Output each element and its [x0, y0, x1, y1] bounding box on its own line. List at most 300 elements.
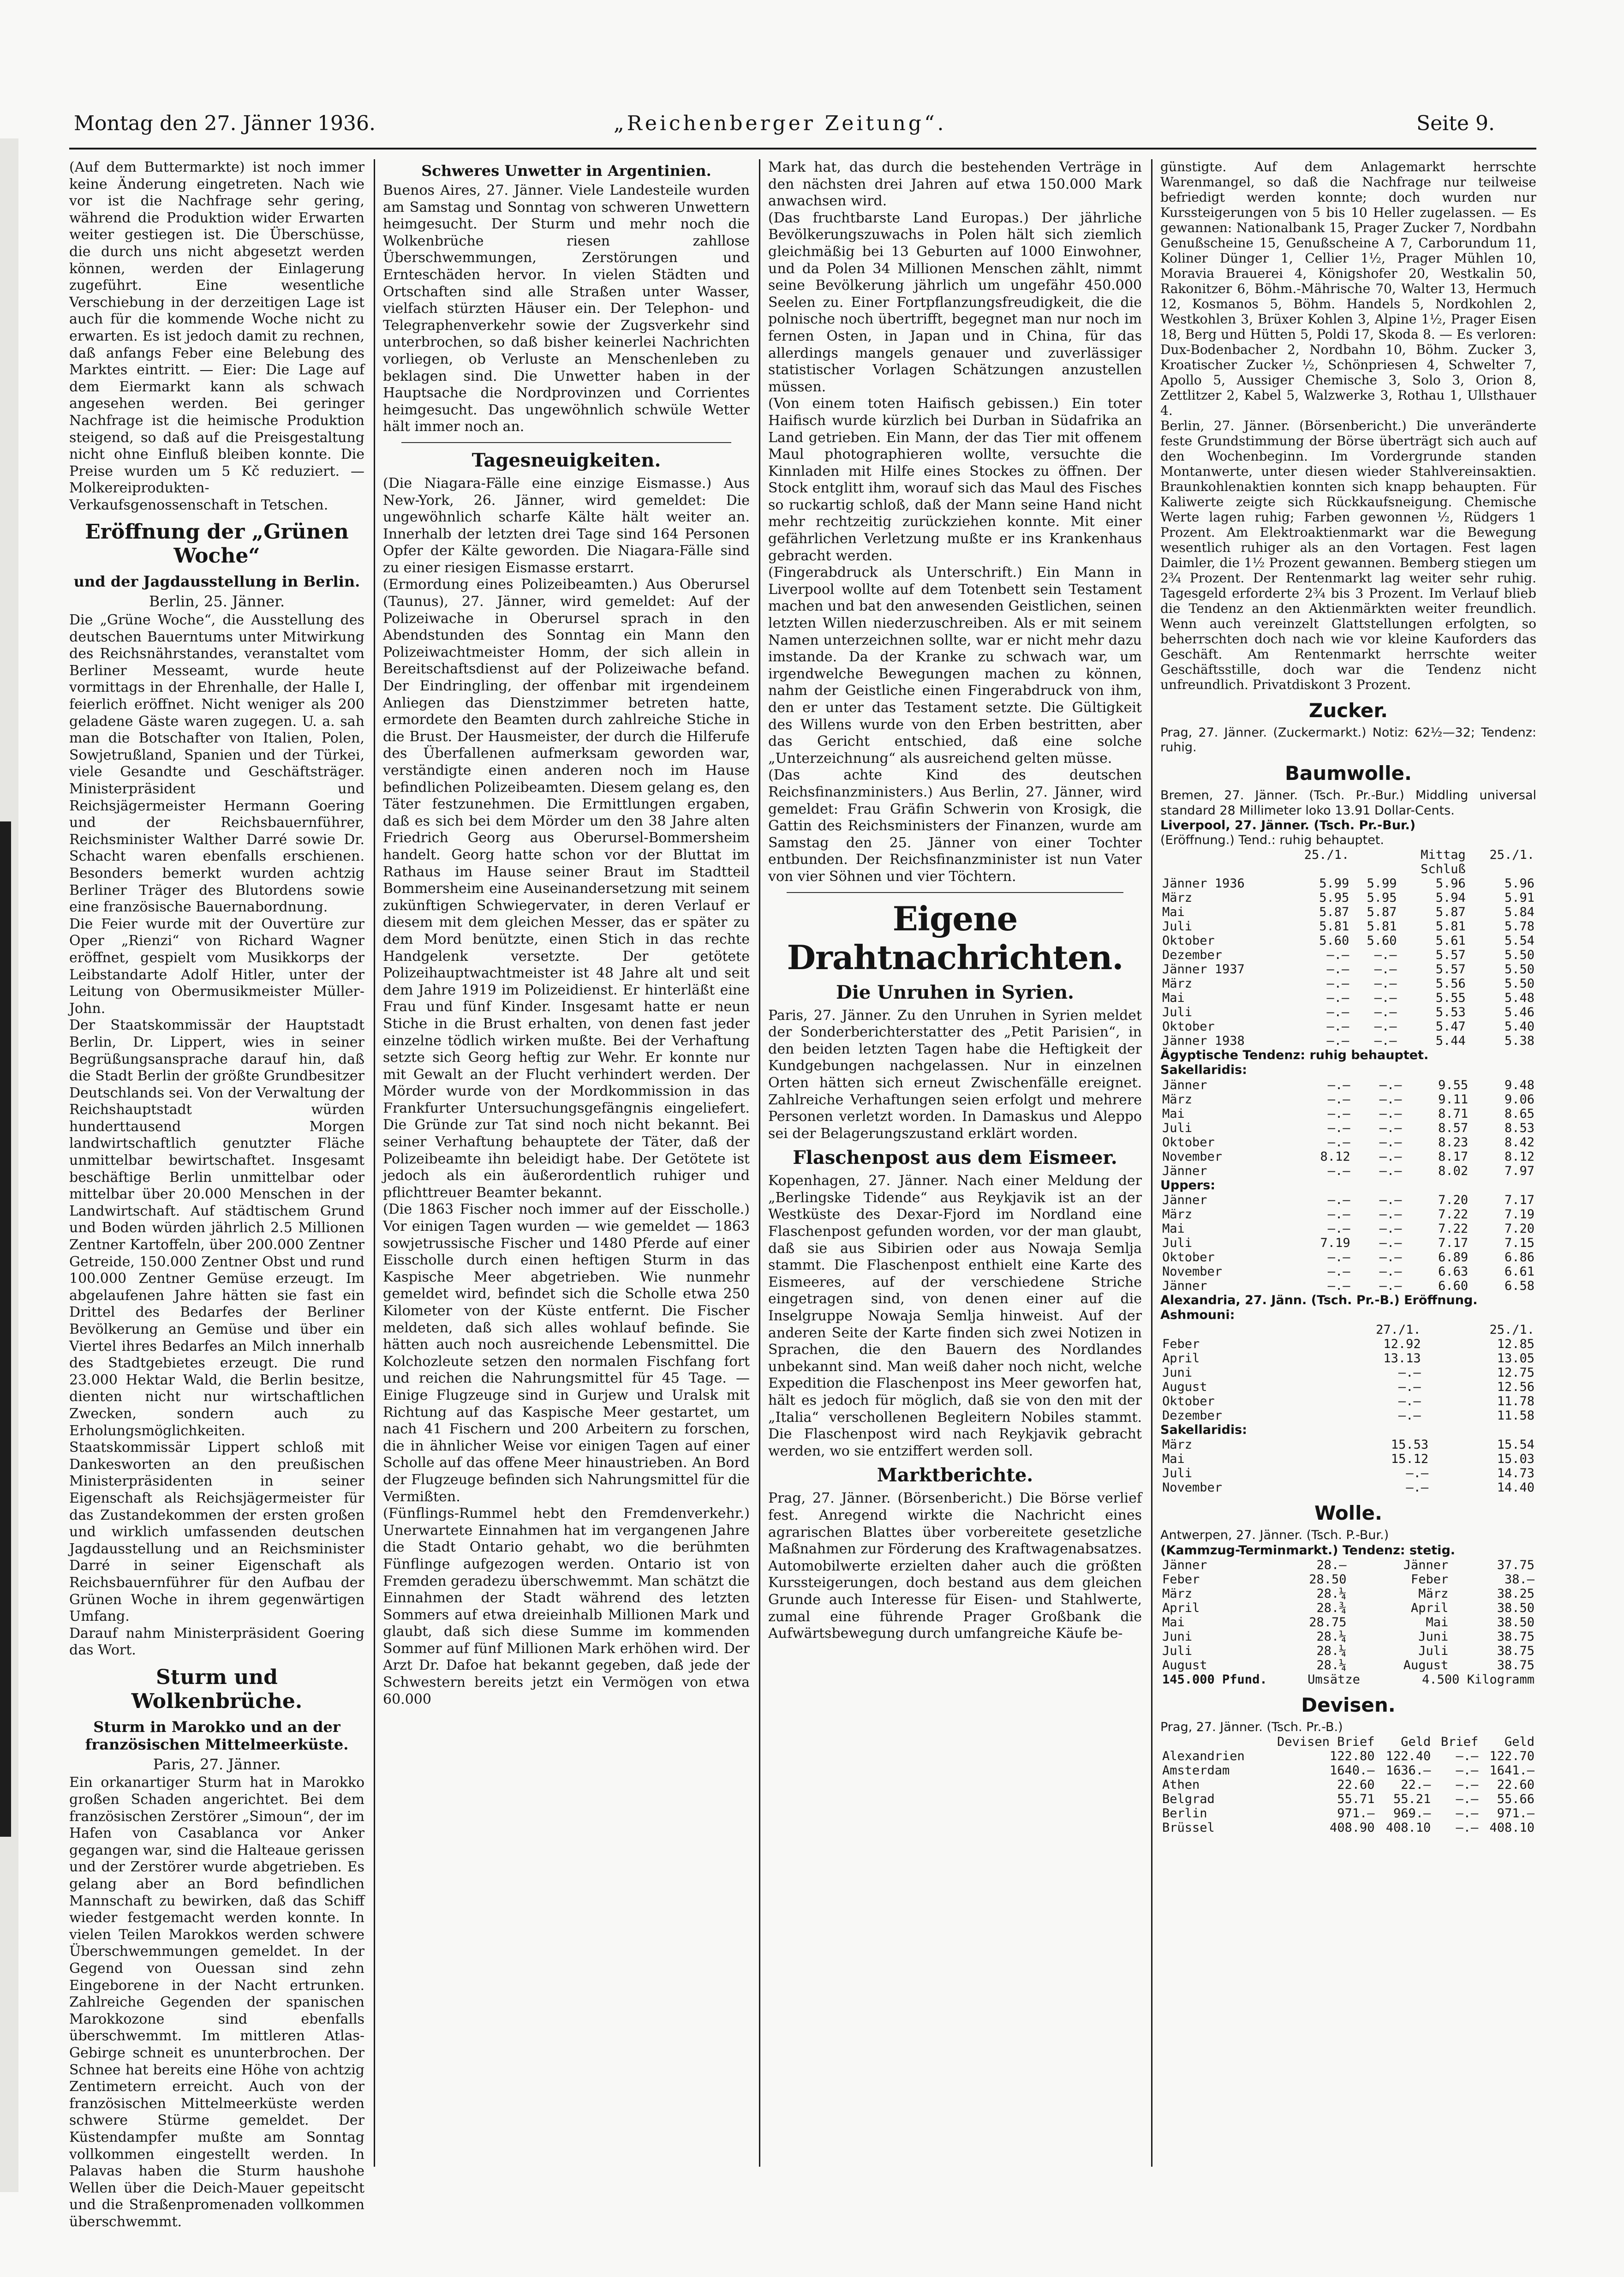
table-cell: 5.46	[1504, 1005, 1534, 1020]
table-cell: 5.40	[1504, 1019, 1534, 1034]
wolle-table	[1160, 1558, 1536, 1672]
table-cell: 38.50	[1497, 1600, 1534, 1615]
headline-sturm: Sturm und Wolkenbrüche.	[131, 1665, 303, 1713]
table-cell: —.—	[1327, 1135, 1350, 1150]
table-cell: 8.65	[1504, 1106, 1534, 1121]
table-cell: 6.60	[1438, 1278, 1469, 1293]
table-row	[1160, 1658, 1536, 1672]
headline-baumwolle: Baumwolle.	[1285, 762, 1412, 785]
table-cell: Mai	[1162, 1221, 1185, 1236]
table-cell: Berlin	[1162, 1806, 1207, 1821]
sakel-table	[1160, 1078, 1536, 1178]
umsatz-left: 145.000 Pfund.	[1162, 1672, 1267, 1687]
table-cell: 5.96	[1435, 876, 1466, 891]
table-cell	[1160, 1323, 1309, 1337]
table-cell: 5.44	[1435, 1034, 1466, 1049]
table-cell: —.—	[1327, 1207, 1350, 1222]
table-row	[1160, 1438, 1536, 1452]
table-cell: Jänner 1936	[1162, 876, 1245, 891]
table-row	[1160, 1394, 1536, 1408]
table-cell: —.—	[1456, 1806, 1479, 1821]
table-row	[1160, 1778, 1536, 1792]
table-cell: 13.05	[1497, 1351, 1534, 1366]
dateline-sturm: Paris, 27. Jänner.	[153, 1755, 281, 1773]
table-cell: —.—	[1379, 1078, 1402, 1092]
table-cell: —.—	[1379, 1192, 1402, 1207]
paragraph: (Das achte Kind des deutschen Reichsfinanzministers.) Aus Berlin, 27. Jänner, wird gemeldet: Frau Gräfin Schwerin von Krosigk, die Gattin des Reichsministers der Finanzen, wurde am Samstag den 25. Jänner von einer Tochter entbunden. Der Reichsfinanzminister ist nun Vater von vier Söhnen und vier Töchtern.	[768, 767, 1142, 885]
table-cell: Belgrad	[1162, 1792, 1215, 1807]
table-header-cell: Brief	[1440, 1735, 1479, 1750]
paragraph: (Das fruchtbarste Land Europas.) Der jährliche Bevölkerungszuwachs in Polen hält sich ziemlich gleichmäßig bei 13 Geburten auf 1000 Einwohner, und da Polen 34 Millionen Menschen zählt, nimmt seine Bevölkerung jährlich um ungefähr 450.000 Seelen zu. Einer Fortpflanzungsfreudigkeit, die die polnische noch übertrifft, begegnet man nur noch im fernen Osten, in Japan und in China, für das allerdings mangels genauer und zuverlässiger statistischer Vorlagen Schätzungen anzustellen müssen.	[768, 210, 1142, 395]
table-cell: 5.99	[1367, 876, 1397, 891]
article-butter: (Auf dem Buttermarkte) ist noch immer keine Änderung eingetreten. Nach wie vor ist die Nachfrage sehr gering, während die Produktion wider Erwarten weiter gestiegen ist. Die Überschüsse, die durch uns nicht abgesetzt werden können, werden der Einlagerung zugeführt. Eine wesentliche Verschiebung in der derzeitigen Lage ist auch für die kommende Woche nicht zu erwarten. Es ist jedoch damit zu rechnen, daß anfangs Feber eine Belebung des Marktes eintritt. — Eier: Die Lage auf dem Eiermarkt kann als schwach angesehen werden. Bei geringer Nachfrage ist die heimische Produktion steigend, so daß auf die Preisgestaltung nicht ohne Einfluß bleiben konnte. Die Preise wurden um 5 Kč reduziert. — Molkereiprodukten-Verkaufsgenossenschaft in Tetschen.	[69, 159, 364, 513]
table-cell: August	[1162, 1658, 1207, 1672]
table-cell: 5.50	[1504, 948, 1534, 963]
table-cell: 5.95	[1319, 891, 1349, 905]
table-row	[1160, 1587, 1536, 1601]
table-cell: —.—	[1379, 1163, 1402, 1178]
table-cell: Jänner	[1162, 1078, 1207, 1092]
table-cell: —.—	[1456, 1749, 1479, 1764]
table-row	[1160, 1452, 1536, 1466]
table-cell: 5.60	[1367, 934, 1397, 948]
table-cell: —.—	[1398, 1380, 1421, 1395]
table-cell: —.—	[1327, 1078, 1350, 1092]
table-cell: —.—	[1379, 1135, 1402, 1150]
table-cell: 5.47	[1435, 1019, 1466, 1034]
paragraph: Darauf nahm Ministerpräsident Goering das Wort.	[69, 1625, 364, 1659]
market-head: (Eröffnung.) Tend.: ruhig behauptet.	[1160, 833, 1384, 848]
table-cell: 28.¼	[1316, 1658, 1347, 1672]
table-cell: 5.54	[1504, 934, 1534, 948]
table-cell: Dezember	[1162, 1408, 1223, 1423]
table-cell: Feber	[1162, 1337, 1200, 1352]
table-header-cell: Mittag	[1421, 848, 1466, 863]
table-cell: März	[1162, 977, 1193, 991]
subhead-sturm: Sturm in Marokko und an der französischen Mittelmeerküste.	[85, 1718, 349, 1753]
table-cell: 5.56	[1435, 977, 1466, 991]
upper-table	[1160, 1193, 1536, 1293]
table-cell: —.—	[1456, 1763, 1479, 1778]
table-cell: 5.95	[1367, 891, 1397, 905]
table-cell: 14.73	[1497, 1466, 1534, 1481]
paragraph: Kopenhagen, 27. Jänner. Nach einer Meldung der „Berlingske Tidende“ aus Reykjavik ist an der Westküste des Dexar-Fjord im Nordland eine Flaschenpost gefunden worden, vor der man glaubt, daß sie aus Sibirien oder aus Nowaja Semlja stammt. Die Flaschenpost enthielt eine Karte des Eismeeres, auf der verschiedene Striche eingetragen sind, von denen einer auf die Inselgruppe Nowaja Semlja hinweist. Auf der anderen Seite der Karte finden sich zwei Notizen in Sprachen, die den Bauern des Nordlandes unbekannt sind. Man weiß daher noch nicht, welche Expedition die Flaschenpost ins Meer geworfen hat, hält es jedoch für möglich, daß sie von den mit der „Italia“ verschollenen Begleitern Nobiles stammt. Die Flaschenpost wird nach Reykjavik gebracht werden, wo sie entziffert werden soll.	[768, 1173, 1142, 1459]
table-cell: 5.91	[1504, 891, 1534, 905]
table-cell: 7.97	[1504, 1163, 1534, 1178]
table-cell: —.—	[1327, 1163, 1350, 1178]
table-cell: Juni	[1162, 1629, 1193, 1644]
headline-tagesneuigkeiten: Tagesneuigkeiten.	[472, 449, 661, 471]
table-cell: 28.¼	[1316, 1629, 1347, 1644]
paragraph: (Von einem toten Haifisch gebissen.) Ein toter Haifisch wurde kürzlich bei Durban in Südafrika an Land getrieben. Ein Mann, der das Tier mit offenem Maul photographieren wollte, versuchte die Kinnladen mit Hilfe eines Stockes zu öffnen. Der Stock entglitt ihm, worauf sich das Maul des Fisches so ruckartig schloß, daß der Mann seine Hand nicht mehr rechtzeitig zurückziehen konnte. Mit einer gefährlichen Verletzung mußte er ins Krankenhaus gebracht werden.	[768, 395, 1142, 564]
table-cell: Mai	[1162, 1615, 1185, 1630]
table-cell: 8.12	[1320, 1149, 1350, 1164]
table-cell: —.—	[1456, 1792, 1479, 1807]
table-cell: Mai	[1162, 1452, 1185, 1467]
table-cell: 11.58	[1497, 1408, 1534, 1423]
table-cell: Dezember	[1162, 948, 1223, 963]
table-cell: März	[1162, 891, 1193, 905]
table-cell: —.—	[1379, 1121, 1402, 1135]
table-cell: 408.10	[1385, 1821, 1431, 1835]
table-cell: —.—	[1327, 1221, 1350, 1236]
table-cell: März	[1162, 1586, 1193, 1601]
column-3	[768, 159, 1142, 2204]
column-4	[1160, 159, 1536, 2204]
table-cell: 15.54	[1497, 1438, 1534, 1452]
table-cell: —.—	[1374, 991, 1397, 1006]
table-cell: Mai	[1162, 905, 1185, 920]
table-row	[1160, 1034, 1536, 1048]
table-row	[1160, 1092, 1536, 1107]
table-row	[1160, 1351, 1536, 1366]
header-page-number: Seite 9.	[1416, 112, 1495, 135]
table-cell: 7.19	[1504, 1207, 1534, 1222]
paragraph: (Fingerabdruck als Unterschrift.) Ein Mann in Liverpool wollte auf dem Totenbett sein Testament machen und bat den anwesenden Geistlichen, seinen letzten Willen niederzuschreiben. Als er mit seinem Namen unterzeichnen sollte, war er nicht mehr dazu imstande. Da der Kranke zu schwach war, um irgendwelche Bewegungen machen zu können, nahm der Geistliche einen Fingerabdruck von ihm, den er unter das Testament setzte. Die Gültigkeit des Willens wurde von den Erben bestritten, aber das Gericht entschied, daß eine solche „Unterzeichnung“ als ausreichend gelten müsse.	[768, 564, 1142, 767]
separator	[401, 442, 731, 443]
column-2	[383, 159, 750, 2204]
table-cell: 6.58	[1504, 1278, 1534, 1293]
table-header-cell	[1160, 1735, 1260, 1749]
paragraph: Ein orkanartiger Sturm hat in Marokko großen Schaden angerichtet. Bei dem französischen Zerstörer „Simoun“, der im Hafen von Casablanca vor Anker gegangen war, sind die Halteaue gerissen und der Zerstörer wurde abgetrieben. Es gelang aber an Bord befindlichen Mannschaft zu bewirken, daß das Schiff wieder festgemacht werden konnte. In vielen Teilen Marokkos werden schwere Überschwemmungen gemeldet. In der Gegend von Ouessan sind zehn Eingeborene in der Nacht ertrunken. Zahlreiche Gegenden der spanischen Marokkozone sind ebenfalls überschwemmt. Im mittleren Atlas-Gebirge schneit es ununterbrochen. Der Schnee hat bereits eine Höhe von achtzig Zentimetern erreicht. Auch von der französischen Mittelmeerküste werden schwere Stürme gemeldet. Der Küstendampfer mußte am Sonntag vollkommen eingestellt werden. In Palavas haben die Sturm haushohe Wellen über die Deich-Mauer gepeitscht und die Straßenpromenaden vollkommen überschwemmt.	[69, 1774, 364, 2230]
table-cell: 6.61	[1504, 1264, 1534, 1279]
subhead-gruene-woche: und der Jagdausstellung in Berlin.	[73, 573, 360, 591]
table-cell: 122.70	[1489, 1749, 1534, 1764]
table-cell: —.—	[1456, 1821, 1479, 1835]
liverpool-table	[1160, 848, 1536, 1048]
table-cell: 5.78	[1504, 919, 1534, 934]
table-cell: 122.80	[1329, 1749, 1375, 1764]
table-cell: 28.¾	[1316, 1600, 1347, 1615]
table-row	[1160, 1749, 1536, 1763]
table-cell: 5.81	[1435, 919, 1466, 934]
table-row	[1160, 1408, 1536, 1423]
table-cell: 38.50	[1497, 1615, 1534, 1630]
table-cell: 7.20	[1504, 1221, 1534, 1236]
paragraph: (Die Niagara-Fälle eine einzige Eismasse.) Aus New-York, 26. Jänner, wird gemeldet: Die ungewöhnlich scharfe Kälte hält weiter an. Innerhalb der letzten drei Tage sind 164 Personen Opfer der Kälte geworden. Die Niagara-Fälle sind zu einer riesigen Eismasse erstarrt.	[383, 475, 750, 576]
table-cell: 6.63	[1438, 1264, 1469, 1279]
table-cell: 37.75	[1497, 1558, 1534, 1572]
header-date: Montag den 27. Jänner 1936.	[74, 112, 376, 135]
table-cell: 6.86	[1504, 1250, 1534, 1264]
table-cell: 38.75	[1497, 1629, 1534, 1644]
table-cell: 8.57	[1438, 1121, 1469, 1135]
table-cell: —.—	[1374, 962, 1397, 977]
table-cell: 969.—	[1393, 1806, 1431, 1821]
table-row	[1160, 1005, 1536, 1019]
table-row	[1160, 1279, 1536, 1293]
paragraph: Bremen, 27. Jänner. (Tsch. Pr.-Bur.) Middling universal standard 28 Millimeter loko 13.91 Dollar-Cents.	[1160, 788, 1536, 818]
table-cell: 5.61	[1435, 934, 1466, 948]
table-row	[1160, 1806, 1536, 1821]
table-cell: Oktober	[1162, 1250, 1215, 1264]
table-cell: Mai	[1426, 1615, 1449, 1630]
table-row	[1160, 1078, 1536, 1092]
table-cell: —.—	[1379, 1092, 1402, 1107]
table-cell: Juli	[1162, 1121, 1193, 1135]
table-header-cell: 27./1.	[1376, 1323, 1421, 1337]
table-cell: 5.60	[1319, 934, 1349, 948]
market-head: Prag, 27. Jänner. (Tsch. Pr.-B.)	[1160, 1720, 1343, 1734]
table-cell: —.—	[1456, 1778, 1479, 1792]
table-cell: Jänner 1937	[1162, 962, 1245, 977]
table-row	[1160, 1264, 1536, 1279]
table-cell: 5.50	[1504, 977, 1534, 991]
table-cell: 5.57	[1435, 962, 1466, 977]
table-header-cell: Geld	[1504, 1735, 1534, 1750]
table-cell: Jänner	[1403, 1558, 1449, 1572]
table-cell: 13.13	[1383, 1351, 1421, 1366]
table-cell: Amsterdam	[1162, 1763, 1230, 1778]
table-cell: Brüssel	[1162, 1821, 1215, 1835]
table-cell: 15.12	[1391, 1452, 1429, 1467]
table-cell: 9.11	[1438, 1092, 1469, 1107]
table-header-row	[1160, 1735, 1536, 1749]
table-row	[1160, 1630, 1536, 1644]
table-cell: Oktober	[1162, 1135, 1215, 1150]
table-row	[1160, 991, 1536, 1005]
table-cell: Jänner	[1162, 1278, 1207, 1293]
table-row	[1160, 1466, 1536, 1480]
table-cell: 12.92	[1383, 1337, 1421, 1352]
table-cell: —.—	[1374, 948, 1397, 963]
table-cell: Juni	[1418, 1629, 1449, 1644]
table-row	[1160, 1150, 1536, 1164]
table-cell: 971.—	[1337, 1806, 1375, 1821]
market-head: Antwerpen, 27. Jänner. (Tsch. P.-Bur.)	[1160, 1528, 1389, 1543]
table-cell: November	[1162, 1264, 1223, 1279]
column-rule-3	[1151, 159, 1152, 2167]
paragraph: (Fünflings-Rummel hebt den Fremdenverkehr.) Unerwartete Einnahmen hat im vergangenen Jahre die Stadt Ontario gehabt, wo die berühmten Fünflinge aufgezogen werden. Ontario ist von Fremden geradezu überschwemmt. Man schätzt die Einnahmen der Stadt während des letzten Sommers auf etwa dreieinhalb Millionen Mark und glaubt, daß sich diese Summe im kommenden Sommer auf fünf Millionen Mark erhöhen wird. Der Arzt Dr. Dafoe hat bekannt gegeben, daß jede der Schwestern bereits jetzt ein Vermögen von etwa 60.000	[383, 1505, 750, 1708]
table-cell: 5.81	[1367, 919, 1397, 934]
table-cell: 14.40	[1497, 1480, 1534, 1495]
ashm-table	[1160, 1323, 1536, 1423]
separator	[787, 892, 1123, 893]
table-cell: 5.87	[1367, 905, 1397, 920]
paragraph: Die Feier wurde mit der Ouvertüre zur Oper „Rienzi“ von Richard Wagner eröffnet, gespielt vom Musikkorps der Leibstandarte Adolf Hitler, unter der Leitung von Obermusikmeister Müller-John.	[69, 916, 364, 1017]
table-cell: 408.90	[1329, 1821, 1375, 1835]
table-row	[1160, 977, 1536, 991]
table-cell: 55.71	[1337, 1792, 1375, 1807]
table-cell: Juli	[1162, 919, 1193, 934]
table-cell	[1160, 862, 1399, 876]
column-rule-1	[374, 159, 375, 2167]
table-row	[1160, 905, 1536, 919]
table-cell: 7.17	[1504, 1192, 1534, 1207]
market-head: Uppers:	[1160, 1178, 1216, 1192]
table-row	[1160, 1572, 1536, 1587]
market-head: Ägyptische Tendenz: ruhig behauptet.	[1160, 1048, 1429, 1063]
paragraph: Prag, 27. Jänner. (Börsenbericht.) Die Börse verlief fest. Anregend wirkte die Nachricht eines agrarischen Blattes über vorbereitete gesetzliche Maßnahmen zur Förderung des Kraftwagenabsatzes. Automobilwerte erzielten daher auch die größten Kurssteigerungen, doch bestand aus dem gleichen Grunde auch Interesse für Eisen- und Stahlwerte, zumal eine führende Prager Großbank die Aufwärtsbewegung durch umfangreiche Käufe be-	[768, 1490, 1142, 1642]
table-cell: 38.—	[1504, 1572, 1534, 1587]
table-cell: August	[1162, 1380, 1207, 1395]
table-cell: 5.55	[1435, 991, 1466, 1006]
headline-flaschenpost: Flaschenpost aus dem Eismeer.	[793, 1147, 1117, 1169]
table-cell: —.—	[1379, 1106, 1402, 1121]
paragraph: Berlin, 27. Jänner. (Börsenbericht.) Die unveränderte feste Grundstimmung der Börse überträgt sich auch auf den Wochenbeginn. Im Vordergrunde standen Montanwerte, unter diesen wieder Stahlvereinsaktien. Braunkohlenaktien konnten sich knapp behaupten. Für Kaliwerte zeigte sich Rückkaufsneigung. Chemische Werte lagen ruhig; Farben gewonnen ½, Rüdgers 1 Prozent. Am Elektroaktienmarkt war die Bewegung wesentlich ruhiger als an den Vortagen. Fest lagen Daimler, die 1½ Prozent gewannen. Bemberg stiegen um 2¾ Prozent. Der Rentenmarkt lag weiter sehr ruhig. Tagesgeld erforderte 2¾ bis 3 Prozent. Im Verlauf blieb die Tendenz an den Aktienmärkten weiter freundlich. Wenn auch vereinzelt Glattstellungen erfolgten, so beherrschten doch nach wie vor kleine Kauforders das Geschäft. Am Rentenmarkt herrschte weiter Geschäftsstille, doch war die Tendenz nicht unfreundlich. Privatdiskont 3 Prozent.	[1160, 418, 1536, 692]
market-head: Ashmouni:	[1160, 1308, 1235, 1323]
table-cell: Feber	[1162, 1572, 1200, 1587]
table-cell: —.—	[1374, 1005, 1397, 1020]
table-cell: —.—	[1406, 1466, 1429, 1481]
table-row	[1160, 919, 1536, 934]
table-cell: —.—	[1398, 1394, 1421, 1409]
table-cell: —.—	[1379, 1207, 1402, 1222]
column-rule-2	[759, 159, 760, 2167]
table-cell: —.—	[1379, 1278, 1402, 1293]
table-row	[1160, 934, 1536, 948]
table-header-cell: Devisen Brief	[1277, 1735, 1375, 1750]
paragraph: Buenos Aires, 27. Jänner. Viele Landesteile wurden am Samstag und Sonntag von schweren Unwettern heimgesucht. Der Sturm und mehr noch die Wolkenbrüche riesen zahllose Überschwemmungen, Zerstörungen und Ernteschäden hervor. In vielen Städten und Ortschaften sind alle Straßen unter Wasser, vielfach stürzten Häuser ein. Der Telephon- und Telegraphenverkehr sowie der Zugsverkehr sind unterbrochen, so daß bisher keinerlei Nachrichten vorliegen, ob Verluste an Menschenleben zu beklagen sind. Die Unwetter haben in der Hauptsache die Nordprovinzen und Corrientes heimgesucht. Das ungewöhnlich schwüle Wetter hält immer noch an.	[383, 182, 750, 435]
table-cell: Juli	[1162, 1466, 1193, 1481]
table-cell: 5.87	[1435, 905, 1466, 920]
table-cell: Jänner 1938	[1162, 1034, 1245, 1049]
table-cell: Feber	[1410, 1572, 1449, 1587]
table-row	[1160, 1480, 1536, 1495]
headline-argentinien: Schweres Unwetter in Argentinien.	[421, 162, 711, 180]
table-cell: —.—	[1326, 948, 1349, 963]
table-cell: 5.81	[1319, 919, 1349, 934]
table-row	[1160, 1644, 1536, 1658]
table-cell: 55.21	[1393, 1792, 1431, 1807]
table-cell: 28.75	[1309, 1615, 1347, 1630]
table-header-row	[1160, 1323, 1536, 1337]
table-row	[1160, 1121, 1536, 1135]
table-cell: Juni	[1162, 1366, 1193, 1380]
table-row	[1160, 962, 1536, 977]
market-head: Sakellaridis:	[1160, 1423, 1247, 1438]
table-cell: April	[1162, 1600, 1200, 1615]
paragraph: Prag, 27. Jänner. (Zuckermarkt.) Notiz: 62½—32; Tendenz: ruhig.	[1160, 725, 1536, 755]
table-header-row	[1160, 848, 1536, 862]
table-row	[1160, 891, 1536, 905]
table-cell: 1640.—	[1329, 1763, 1375, 1778]
table-cell: 38.75	[1497, 1658, 1534, 1672]
paragraph: (Die 1863 Fischer noch immer auf der Eisscholle.) Vor einigen Tagen wurden — wie gemeldet — 1863 sowjetrussische Fischer und 1480 Pferde auf einer Eisscholle durch einen heftigen Sturm in das Kaspische Meer abgetrieben. Wie nunmehr gemeldet wird, befindet sich die Scholle etwa 250 Kilometer von der Küste entfernt. Die Fischer meldeten, daß sich alles wohlauf befinde. Sie hätten auch noch ausreichende Lebensmittel. Die Kolchozleute setzen den normalen Fischfang fort und reichen die Nahrungsmittel für 45 Tage. — Einige Flugzeuge sind in Gurjew und Uralsk mit Richtung auf das Kaspische Meer gestartet, um nach 41 Fischern und 200 Arbeitern zu forschen, die in ähnlicher Weise vor einigen Tagen auf einer Scholle auf das offene Meer hinaustrieben. An Bord der Flugzeuge befinden sich Nahrungsmittel für die Vermißten.	[383, 1201, 750, 1505]
table-cell: 55.66	[1497, 1792, 1534, 1807]
header-paper-title: „Reichenberger Zeitung“.	[614, 112, 947, 135]
umsatz-row	[1160, 1672, 1536, 1687]
table-cell: 122.40	[1385, 1749, 1431, 1764]
table-cell: 22.60	[1497, 1778, 1534, 1792]
table-cell: 15.53	[1391, 1438, 1429, 1452]
table-header-cell	[1351, 848, 1398, 862]
table-cell: —.—	[1327, 1092, 1350, 1107]
headline-devisen: Devisen.	[1301, 1693, 1396, 1716]
headline-syrien: Die Unruhen in Syrien.	[836, 981, 1074, 1003]
headline-wolle: Wolle.	[1314, 1502, 1382, 1525]
table-cell: 9.06	[1504, 1092, 1534, 1107]
table-cell: 8.42	[1504, 1135, 1534, 1150]
market-head: Liverpool, 27. Jänner. (Tsch. Pr.-Bur.)	[1160, 818, 1416, 833]
table-cell: 38.75	[1497, 1643, 1534, 1658]
table-header-cell: 25./1.	[1489, 1323, 1534, 1337]
paragraph: (Ermordung eines Polizeibeamten.) Aus Oberursel (Taunus), 27. Jänner, wird gemeldet: Auf der Polizeiwache in Oberursel sprach in den Abendstunden des Sonntag ein Mann den Polizeiwachtmeister Homm, der sich allein in Bereitschaftsdienst auf der Polizeiwache befand. Der Eindringling, der offenbar mit irgendeinem Anliegen das Dienstzimmer betreten hatte, ermordete den Beamten durch zahlreiche Stiche in die Brust. Der Hausmeister, der durch die Hilferufe des Überfallenen aufmerksam geworden war, verständigte einen anderen noch im Hause befindlichen Polizeibeamten. Diesem gelang es, den Täter festzunehmen. Die Ermittlungen ergaben, daß es sich bei dem Mörder um den 38 Jahre alten Friedrich Georg aus Oberursel-Bommersheim handelt. Georg hatte schon vor der Bluttat im Rathaus im Hause seiner Braut im Stadtteil Bommersheim eine Auseinandersetzung mit seinem zukünftigen Schwiegervater, in deren Verlauf er diesem mit dem gleichen Messer, das er später zu dem Mord benützte, einen Stich in das rechte Handgelenk versetzte. Der getötete Polizeihauptwachtmeister ist 48 Jahre alt und seit dem Jahre 1919 im Polizeidienst. Er hinterläßt eine Frau und fünf Kinder. Insgesamt hatte er neun Stiche in die Brust erhalten, von denen fast jeder einzelne tödlich wirken mußte. Bei der Verhaftung setzte sich Georg heftig zur Wehr. Er konnte nur mit Gewalt an der Flucht verhindert werden. Der Mörder wurde von der Mordkommission in das Frankfurter Untersuchungsgefängnis eingeliefert. Die Gründe zur Tat sind noch nicht bekannt. Bei seiner Verhaftung behauptete der Täter, daß der Polizeibeamte ihn beleidigt habe. Der Getötete ist jedoch als ein äußerordentlich ruhiger und pflichttreuer Beamter bekannt.	[383, 576, 750, 1201]
table-row	[1160, 1107, 1536, 1121]
table-cell: Oktober	[1162, 1019, 1215, 1034]
table-cell: 22.—	[1401, 1778, 1431, 1792]
table-cell: März	[1162, 1092, 1193, 1107]
table-cell: Oktober	[1162, 1394, 1215, 1409]
table-cell: 1641.—	[1489, 1763, 1534, 1778]
table-cell: 5.48	[1504, 991, 1534, 1006]
table-row	[1160, 1135, 1536, 1150]
table-cell: 7.22	[1438, 1207, 1469, 1222]
table-cell: 5.57	[1435, 948, 1466, 963]
column-1	[69, 159, 364, 2230]
table-cell: —.—	[1379, 1250, 1402, 1264]
table-cell: Juli	[1162, 1235, 1193, 1250]
table-cell: —.—	[1379, 1264, 1402, 1279]
table-cell: —.—	[1374, 1034, 1397, 1049]
table-cell: Mai	[1162, 1106, 1185, 1121]
headline-drahtnachrichten: Eigene Drahtnachrichten.	[787, 899, 1123, 977]
market-head: Sakellaridis:	[1160, 1063, 1247, 1078]
table-row	[1160, 1193, 1536, 1207]
table-row	[1160, 1250, 1536, 1264]
table-header-cell	[1468, 862, 1536, 876]
table-cell: 7.15	[1504, 1235, 1534, 1250]
table-cell: 12.85	[1497, 1337, 1534, 1352]
table-cell: 5.94	[1435, 891, 1466, 905]
table-cell: Juli	[1162, 1005, 1193, 1020]
table-row	[1160, 1366, 1536, 1380]
headline-gruene-woche: Eröffnung der „Grünen Woche“	[85, 520, 349, 568]
market-head: (Kammzug-Terminmarkt.) Tendenz: stetig.	[1160, 1543, 1456, 1558]
table-cell: —.—	[1327, 1192, 1350, 1207]
table-cell: 7.17	[1438, 1235, 1469, 1250]
table-cell: 5.84	[1504, 905, 1534, 920]
table-cell: 15.03	[1497, 1452, 1534, 1467]
paragraph: Der Staatskommissär der Hauptstadt Berlin, Dr. Lippert, wies in seiner Begrüßungsansprache darauf hin, daß die Stadt Berlin der größte Grundbesitzer Deutschlands sei. Von der Verwaltung der Reichshauptstadt würden hunderttausend Morgen landwirtschaftlich genutzter Fläche unmittelbar bewirtschaftet. Insgesamt beschäftige Berlin unmittelbar oder mittelbar über 20.000 Menschen in der Landwirtschaft. Auf städtischem Grund und Boden würden jährlich 2.5 Millionen Zentner Kartoffeln, über 200.000 Zentner Getreide, 150.000 Zentner Obst und rund 100.000 Zentner Gemüse erzeugt. Im abgelaufenen Jahre hätten sie fast ein Drittel des Bedarfes der Berliner Bevölkerung an Gemüse und über ein Viertel ihres Bedarfes an Milch innerhalb des Stadtgebietes erzeugt. Die rund 23.000 Hektar Wald, die Berlin besitze, dienten nicht nur wirtschaftlichen Zwecken, sondern auch zu Erholungsmöglichkeiten.	[69, 1017, 364, 1439]
table-header-cell: 25./1.	[1489, 848, 1534, 863]
table-cell: —.—	[1326, 962, 1349, 977]
market-head: Alexandria, 27. Jänn. (Tsch. Pr.-B.) Eröffnung.	[1160, 1293, 1478, 1307]
table-cell: —.—	[1327, 1106, 1350, 1121]
table-cell: 28.¼	[1316, 1586, 1347, 1601]
table-row	[1160, 1222, 1536, 1236]
table-cell: Juli	[1418, 1643, 1449, 1658]
table-header-cell: 25./1.	[1304, 848, 1349, 863]
table-row	[1160, 1337, 1536, 1351]
table-cell: 9.48	[1504, 1078, 1534, 1092]
table-cell: 22.60	[1337, 1778, 1375, 1792]
table-cell: 8.53	[1504, 1121, 1534, 1135]
table-cell: April	[1162, 1351, 1200, 1366]
table-cell: Athen	[1162, 1778, 1200, 1792]
table-row	[1160, 1615, 1536, 1630]
sak2-table	[1160, 1438, 1536, 1495]
table-cell: 12.75	[1497, 1366, 1534, 1380]
table-cell: 5.38	[1504, 1034, 1534, 1049]
headline-zucker: Zucker.	[1308, 699, 1388, 722]
paragraph: Staatskommissär Lippert schloß mit Dankesworten an den preußischen Ministerpräsidenten in seiner Eigenschaft als Reichsjägermeister für das Zustandekommen der ersten großen und wirklich umfassenden deutschen Jagdausstellung und an Reichsminister Darré in seiner Eigenschaft als Reichsbauernführer für den Aufbau der Grünen Woche in ihrem gegenwärtigen Umfang.	[69, 1439, 364, 1625]
table-cell: Juli	[1162, 1643, 1193, 1658]
table-row	[1160, 1792, 1536, 1806]
headline-marktberichte: Marktberichte.	[877, 1464, 1033, 1486]
table-cell: —.—	[1374, 977, 1397, 991]
table-cell: Mai	[1162, 991, 1185, 1006]
table-cell: 8.17	[1438, 1149, 1469, 1164]
table-cell: Oktober	[1162, 934, 1215, 948]
table-cell: —.—	[1379, 1149, 1402, 1164]
table-cell: 8.71	[1438, 1106, 1469, 1121]
table-cell: 1636.—	[1385, 1763, 1431, 1778]
devisen-table	[1160, 1735, 1536, 1835]
table-row	[1160, 1558, 1536, 1572]
table-cell: —.—	[1327, 1264, 1350, 1279]
table-row	[1160, 1019, 1536, 1034]
